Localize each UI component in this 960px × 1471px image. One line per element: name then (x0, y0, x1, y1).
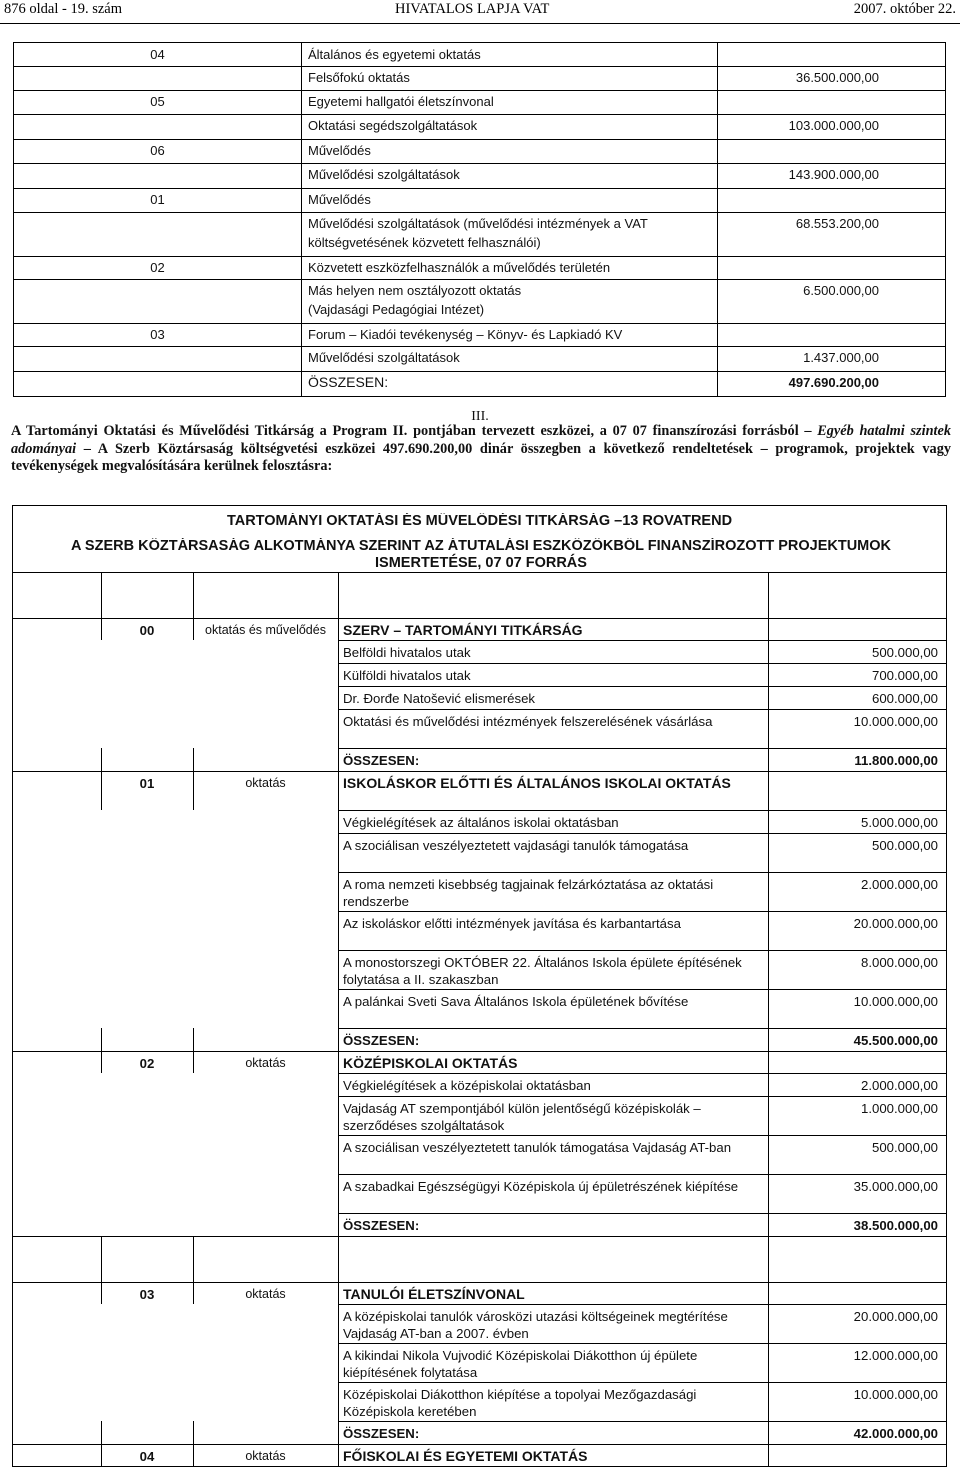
grid-line (193, 1282, 194, 1304)
row-divider (14, 139, 945, 140)
total-label: ÖSSZESEN: (308, 374, 389, 390)
grid-line (338, 950, 339, 989)
row-divider (14, 371, 945, 372)
grid-line (768, 810, 769, 833)
row-code: 06 (150, 143, 165, 158)
subtotal-label: ÖSSZESEN: (343, 1033, 420, 1048)
program-heading: KÖZÉPISKOLAI OKTATÁS (343, 1055, 518, 1071)
grid-line (13, 1444, 946, 1445)
grid-line (101, 572, 102, 618)
grid-line (13, 771, 946, 772)
grid-line (101, 1282, 102, 1304)
allocation-amount: 12.000.000,00 (853, 1348, 938, 1363)
activity-code: 01 (139, 776, 155, 791)
grid-line (768, 663, 769, 686)
activity-code: 03 (139, 1287, 155, 1302)
intro-text-2: – A Szerb Köztársaság költségvetési eszközei 497.690.200,00 dinár összegben a következő rendeltetések – programok, projektek vagy tevékenységek megvalósítására kerülnek felosztásra: (11, 440, 951, 474)
grid-line (338, 1073, 339, 1096)
allocation-amount: 500.000,00 (871, 1140, 938, 1155)
grid-line (338, 1073, 946, 1074)
subtotal-label: ÖSSZESEN: (343, 1218, 420, 1233)
grid-line (338, 833, 946, 834)
allocation-table (12, 505, 947, 1467)
row-divider (14, 346, 945, 347)
row-amount: 103.000.000,00 (788, 118, 879, 133)
grid-line (338, 1213, 946, 1214)
grid-line (193, 1236, 194, 1282)
grid-line (768, 640, 769, 663)
grid-line (338, 1028, 339, 1051)
grid-line (193, 1051, 194, 1073)
allocation-item: A monostorszegi OKTÓBER 22. Általános Iskola épülete építésének folytatása a II. szakaszban (343, 955, 742, 987)
allocation-amount: 2.000.000,00 (860, 877, 938, 892)
row-description-cont: költségvetésének közvetett felhasználói) (308, 235, 541, 250)
grid-line (338, 771, 339, 810)
grid-line (768, 1444, 769, 1466)
grid-line (13, 1051, 946, 1052)
allocation-amount: 8.000.000,00 (860, 955, 938, 970)
grid-line (101, 748, 102, 771)
grid-line (768, 1343, 769, 1382)
allocation-amount: 45.500.000,00 (853, 1033, 938, 1048)
grid-line (338, 709, 339, 748)
row-description: Művelődési szolgáltatások (308, 350, 460, 365)
row-amount: 68.553.200,00 (795, 216, 879, 231)
allocation-item: A szociálisan veszélyeztetett vajdasági tanulók támogatása (343, 838, 689, 853)
table-subtitle: A SZERB KÖZTÁRSASÁG ALKOTMÁNYA SZERINT AZ ÁTUTALÁSI ESZKÖZÖKBŐL FINANSZÍROZOTT PROJEKTUMOK ISMERTETÉSE, 07 07 FORRÁS (70, 538, 892, 571)
grid-line (338, 911, 339, 950)
constitutional-area: oktatás (245, 1287, 286, 1301)
publication-date: 2007. október 22. (853, 1, 956, 17)
grid-line (768, 1236, 769, 1282)
allocation-amount: 500.000,00 (871, 838, 938, 853)
allocation-item: Az iskoláskor előtti intézmények javítása és karbantartása (343, 916, 681, 931)
grid-line (338, 663, 339, 686)
row-divider (14, 279, 945, 280)
grid-line (768, 872, 769, 911)
row-description: Általános és egyetemi oktatás (308, 47, 481, 62)
constitutional-area: oktatás (245, 1449, 286, 1463)
allocation-amount: 20.000.000,00 (853, 916, 938, 931)
grid-line (768, 1304, 769, 1343)
grid-line (768, 1421, 769, 1444)
program-heading: ISKOLÁSKOR ELŐTTI ÉS ÁLTALÁNOS ISKOLAI OKTATÁS (343, 775, 731, 791)
grid-line (338, 1421, 946, 1422)
program-heading: FŐISKOLAI ÉS EGYETEMI OKTATÁS (343, 1448, 588, 1464)
allocation-amount: 5.000.000,00 (860, 815, 938, 830)
allocation-item: Középiskolai Diákotthon kiépítése a topolyai Mezőgazdasági Középiskola keretében (343, 1387, 697, 1419)
row-description: Felsőfokú oktatás (308, 70, 410, 85)
grid-line (193, 618, 194, 640)
grid-line (338, 686, 339, 709)
grid-line (338, 1213, 339, 1236)
grid-line (768, 1073, 769, 1096)
allocation-amount: 35.000.000,00 (853, 1179, 938, 1194)
allocation-item: Dr. Đorđe Natošević elismerések (343, 691, 536, 706)
grid-line (338, 748, 946, 749)
row-description: Forum – Kiadói tevékenység – Könyv- és Lapkiadó KV (308, 327, 623, 342)
activity-code: 02 (139, 1056, 155, 1071)
allocation-amount: 42.000.000,00 (853, 1426, 938, 1441)
row-description: Közvetett eszközfelhasználók a művelődés területén (308, 260, 611, 275)
grid-line (338, 1096, 946, 1097)
page-header (0, 0, 960, 24)
grid-line (338, 572, 339, 618)
grid-line (101, 771, 102, 810)
row-description: Művelődési szolgáltatások (művelődési intézmények a VAT (308, 216, 648, 231)
grid-line (768, 1096, 769, 1135)
table-title: TARTOMÁNYI OKTATÁSI ÉS MŰVELŐDÉSI TITKÁRSÁG –13 ROVATREND (226, 513, 733, 529)
grid-line (338, 1096, 339, 1135)
grid-line (101, 1028, 102, 1051)
grid-line (338, 1444, 339, 1466)
row-description: Egyetemi hallgatói életszínvonal (308, 94, 494, 109)
allocation-amount: 600.000,00 (871, 691, 938, 706)
grid-line (193, 748, 194, 771)
grid-line (768, 1282, 769, 1304)
program-heading: SZERV – TARTOMÁNYI TITKÁRSÁG (343, 622, 583, 638)
row-description-cont: (Vajdasági Pedagógiai Intézet) (308, 302, 485, 317)
grid-line (338, 1028, 946, 1029)
allocation-amount: 700.000,00 (871, 668, 938, 683)
program-heading: TANULÓI ÉLETSZÍNVONAL (343, 1286, 525, 1302)
grid-line (338, 872, 339, 911)
grid-line (338, 1174, 339, 1213)
grid-line (338, 663, 946, 664)
grid-line (338, 748, 339, 771)
grid-line (193, 1028, 194, 1051)
budget-table-top (13, 42, 946, 397)
subtotal-label: ÖSSZESEN: (343, 1426, 420, 1441)
grid-line (13, 572, 946, 573)
grid-line (193, 771, 194, 810)
row-divider (14, 114, 945, 115)
grid-line (338, 1304, 946, 1305)
allocation-amount: 10.000.000,00 (853, 1387, 938, 1402)
allocation-amount: 2.000.000,00 (860, 1078, 938, 1093)
activity-code: 04 (139, 1449, 155, 1464)
grid-line (101, 1051, 102, 1073)
allocation-item: Végkielégítések az általános iskolai oktatásban (343, 815, 619, 830)
grid-line (338, 1304, 339, 1343)
grid-line (768, 1174, 769, 1213)
row-divider (14, 163, 945, 164)
grid-line (768, 618, 769, 640)
allocation-amount: 1.000.000,00 (860, 1101, 938, 1116)
constitutional-area: oktatás (245, 776, 286, 790)
grid-line (338, 810, 946, 811)
row-description: Más helyen nem osztályozott oktatás (308, 283, 522, 298)
row-code: 02 (150, 260, 165, 275)
grid-line (338, 1382, 339, 1421)
allocation-item: A szociálisan veszélyeztetett tanulók támogatása Vajdaság AT-ban (343, 1140, 732, 1155)
allocation-item: Külföldi hivatalos utak (343, 668, 471, 683)
constitutional-area: oktatás és művelődés (205, 623, 326, 637)
row-code: 01 (150, 192, 165, 207)
grid-line (338, 1135, 339, 1174)
grid-line (338, 833, 339, 872)
row-amount: 6.500.000,00 (803, 283, 879, 298)
row-code: 03 (150, 327, 165, 342)
allocation-amount: 11.800.000,00 (854, 753, 938, 768)
grid-line (768, 833, 769, 872)
grid-line (338, 1282, 339, 1304)
grid-line (13, 618, 946, 619)
row-divider (14, 188, 945, 189)
allocation-item: A középiskolai tanulók városközi utazási költségeinek megtérítése Vajdaság AT-ban a 2007. évben (343, 1309, 728, 1341)
grid-line (338, 989, 339, 1028)
grid-line (768, 771, 769, 810)
grid-line (338, 1051, 339, 1073)
grid-line (193, 572, 194, 618)
grid-line (768, 989, 769, 1028)
grid-line (338, 1236, 339, 1282)
page-number: 876 oldal - 19. szám (4, 1, 122, 17)
grid-line (768, 1213, 769, 1236)
subtotal-label: ÖSSZESEN: (343, 753, 420, 768)
allocation-item: Végkielégítések a középiskolai oktatásban (343, 1078, 591, 1093)
section-label: III. (471, 409, 489, 424)
allocation-item: A szabadkai Egészségügyi Középiskola új épületrészének kiépítése (343, 1179, 739, 1194)
grid-line (101, 1444, 102, 1466)
activity-code: 00 (139, 623, 155, 638)
grid-line (768, 1051, 769, 1073)
grid-line (13, 1236, 946, 1237)
row-amount: 497.690.200,00 (788, 375, 879, 390)
row-description: Művelődés (308, 143, 371, 158)
allocation-amount: 10.000.000,00 (853, 994, 938, 1009)
row-divider (14, 212, 945, 213)
grid-line (768, 1135, 769, 1174)
allocation-amount: 10.000.000,00 (853, 714, 938, 729)
row-code: 04 (150, 47, 165, 62)
grid-line (768, 1028, 769, 1051)
grid-line (338, 1343, 339, 1382)
grid-line (338, 1135, 946, 1136)
row-description: Művelődés (308, 192, 371, 207)
row-divider (14, 66, 945, 67)
grid-line (768, 748, 769, 771)
grid-line (768, 572, 769, 618)
row-divider (14, 256, 945, 257)
grid-line (768, 709, 769, 748)
row-amount: 1.437.000,00 (803, 350, 879, 365)
constitutional-area: oktatás (245, 1056, 286, 1070)
grid-line (338, 1174, 946, 1175)
allocation-item: Vajdaság AT szempontjából külön jelentőségű középiskolák – szerződéses szolgáltatások (343, 1101, 701, 1133)
grid-line (101, 618, 102, 640)
grid-line (338, 872, 946, 873)
grid-line (338, 640, 339, 663)
grid-line (768, 950, 769, 989)
grid-line (338, 989, 946, 990)
grid-line (338, 686, 946, 687)
grid-line (101, 1421, 102, 1444)
grid-line (338, 1421, 339, 1444)
row-description: Oktatási segédszolgáltatások (308, 118, 478, 133)
allocation-item: A palánkai Sveti Sava Általános Iskola épületének bővítése (343, 994, 689, 1009)
allocation-item: Oktatási és művelődési intézmények felszerelésének vásárlása (343, 714, 713, 729)
grid-line (338, 618, 339, 640)
row-divider (14, 90, 945, 91)
grid-line (101, 1236, 102, 1282)
allocation-item: Belföldi hivatalos utak (343, 645, 471, 660)
allocation-amount: 500.000,00 (871, 645, 938, 660)
grid-line (338, 1382, 946, 1383)
row-amount: 143.900.000,00 (788, 167, 879, 182)
grid-line (338, 709, 946, 710)
allocation-amount: 20.000.000,00 (853, 1309, 938, 1324)
grid-line (13, 1282, 946, 1283)
grid-line (338, 950, 946, 951)
intro-text-1: A Tartományi Oktatási és Művelődési Titkárság a Program II. pontjában tervezett eszközei, a 07 07 finanszírozási forrásból – (11, 423, 818, 439)
grid-line (193, 1444, 194, 1466)
allocation-item: A roma nemzeti kisebbség tagjainak felzárkóztatása az oktatási rendszerbe (343, 877, 714, 909)
row-code: 05 (150, 94, 165, 109)
grid-line (338, 911, 946, 912)
grid-line (768, 1382, 769, 1421)
grid-line (338, 1466, 946, 1467)
intro-text-italic: Egyéb hatalmi szintek adományai (11, 423, 951, 457)
grid-line (768, 911, 769, 950)
grid-line (193, 1421, 194, 1444)
grid-line (338, 810, 339, 833)
allocation-item: A kikindai Nikola Vujvodić Középiskolai Diákotthon új épülete kiépítésének folytatása (343, 1348, 698, 1380)
grid-line (338, 640, 946, 641)
grid-line (768, 686, 769, 709)
allocation-amount: 38.500.000,00 (853, 1218, 938, 1233)
publication-title: HIVATALOS LAPJA VAT (395, 1, 550, 17)
grid-line (338, 1343, 946, 1344)
row-description: Művelődési szolgáltatások (308, 167, 460, 182)
row-divider (14, 323, 945, 324)
intro-paragraph (11, 423, 951, 476)
row-amount: 36.500.000,00 (795, 70, 879, 85)
